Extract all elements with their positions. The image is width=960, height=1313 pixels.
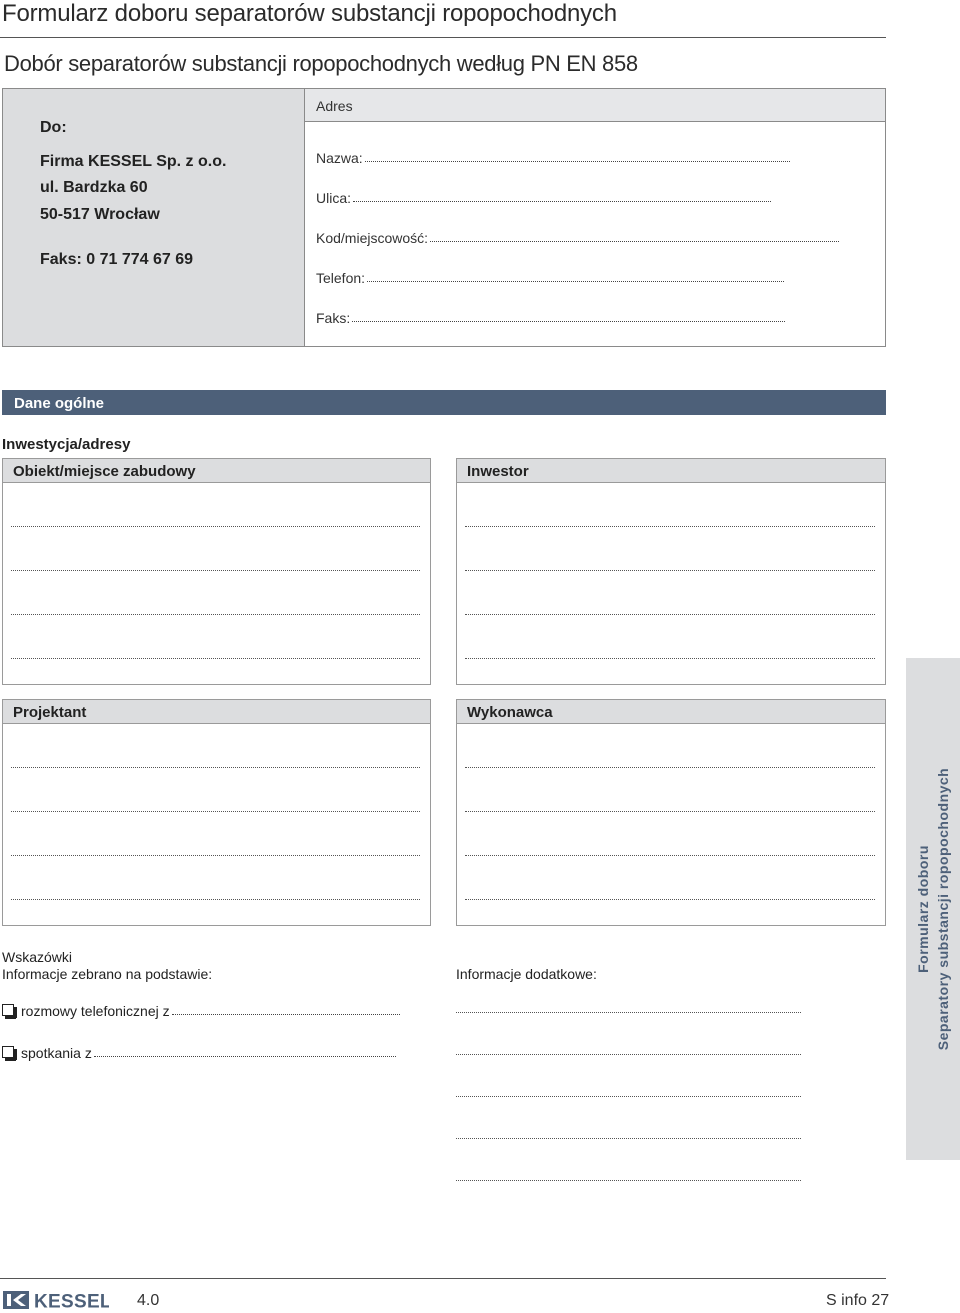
option-label: spotkania z <box>21 1045 92 1061</box>
fill-line[interactable] <box>465 570 875 571</box>
footer-divider <box>0 1278 886 1279</box>
address-header-label: Adres <box>316 98 353 114</box>
side-tab-line2: Separatory substancji ropopochodnych <box>935 767 951 1051</box>
object-panel <box>2 458 431 685</box>
address-field-label: Ulica: <box>316 190 352 206</box>
kessel-logo-icon <box>3 1290 109 1310</box>
recipient-street: ul. Bardzka 60 <box>40 179 148 196</box>
panel-title: Wykonawca <box>467 704 553 721</box>
address-header <box>305 89 885 122</box>
option-label: rozmowy telefonicznej z <box>21 1003 170 1019</box>
basis-label: Informacje zebrano na podstawie: <box>2 966 213 982</box>
address-field-postcode-city[interactable] <box>316 230 839 246</box>
hints-label: Wskazówki <box>2 949 73 965</box>
fill-line <box>353 201 771 202</box>
recipient-company: Firma KESSEL Sp. z o.o. <box>40 153 227 170</box>
fill-line[interactable] <box>465 614 875 615</box>
fill-line[interactable] <box>11 899 420 900</box>
fill-line[interactable] <box>94 1056 396 1057</box>
additional-info-line[interactable] <box>456 1054 801 1055</box>
section-number: 4.0 <box>137 1292 160 1309</box>
panel-title: Obiekt/miejsce zabudowy <box>13 463 196 480</box>
fill-line[interactable] <box>465 658 875 659</box>
address-field-phone[interactable] <box>316 270 784 286</box>
fill-line[interactable] <box>11 526 420 527</box>
investment-label: Inwestycja/adresy <box>2 436 131 453</box>
fill-line[interactable] <box>465 526 875 527</box>
address-block <box>2 88 886 347</box>
page-title: Formularz doboru separatorów substancji ropopochodnych <box>2 0 617 27</box>
fill-line <box>430 241 839 242</box>
additional-info-line[interactable] <box>456 1138 801 1139</box>
address-field-label: Telefon: <box>316 270 366 286</box>
fill-line[interactable] <box>465 899 875 900</box>
panel-header <box>457 459 885 483</box>
side-tab-text <box>913 768 953 1051</box>
fill-line <box>367 281 784 282</box>
additional-info-label: Informacje dodatkowe: <box>456 966 597 982</box>
logo-text: KESSEL <box>34 1291 109 1310</box>
section-bar-general <box>2 390 886 415</box>
kessel-logo <box>3 1290 109 1310</box>
meeting-option <box>21 1045 396 1061</box>
phone-call-option <box>21 1003 400 1019</box>
address-field-name[interactable] <box>316 150 790 166</box>
meeting-checkbox[interactable] <box>2 1046 14 1058</box>
panel-header <box>457 700 885 724</box>
additional-info-line[interactable] <box>456 1096 801 1097</box>
contractor-panel <box>456 699 886 926</box>
recipient-to-label: Do: <box>40 119 67 136</box>
fill-line[interactable] <box>465 855 875 856</box>
fill-line[interactable] <box>11 811 420 812</box>
side-tab <box>906 658 960 1160</box>
fill-line <box>365 161 790 162</box>
recipient-city: 50-517 Wrocław <box>40 206 160 223</box>
recipient-panel <box>3 89 305 346</box>
fill-line[interactable] <box>11 614 420 615</box>
phone-call-checkbox[interactable] <box>2 1004 14 1016</box>
recipient-fax: Faks: 0 71 774 67 69 <box>40 251 194 268</box>
fill-line[interactable] <box>11 658 420 659</box>
address-field-label: Kod/miejscowość: <box>316 230 429 246</box>
panel-header <box>3 700 430 724</box>
panel-header <box>3 459 430 483</box>
fill-line[interactable] <box>172 1014 400 1015</box>
address-field-label: Nazwa: <box>316 150 363 166</box>
page-subtitle: Dobór separatorów substancji ropopochodnych według PN EN 858 <box>4 51 638 76</box>
fill-line[interactable] <box>465 767 875 768</box>
address-field-label: Faks: <box>316 310 351 326</box>
panel-title: Projektant <box>13 704 87 721</box>
designer-panel <box>2 699 431 926</box>
fill-line[interactable] <box>11 570 420 571</box>
side-tab-line1: Formularz doboru <box>915 845 931 973</box>
investor-panel <box>456 458 886 685</box>
page-reference: S info 27 <box>826 1292 890 1309</box>
fill-line[interactable] <box>465 811 875 812</box>
section-title: Dane ogólne <box>14 395 105 412</box>
panel-title: Inwestor <box>467 463 529 480</box>
additional-info-line[interactable] <box>456 1012 801 1013</box>
fill-line[interactable] <box>11 855 420 856</box>
address-field-street[interactable] <box>316 190 771 206</box>
title-divider <box>0 37 886 38</box>
fill-line[interactable] <box>11 767 420 768</box>
address-field-fax[interactable] <box>316 310 785 326</box>
fill-line <box>352 321 785 322</box>
additional-info-line[interactable] <box>456 1180 801 1181</box>
